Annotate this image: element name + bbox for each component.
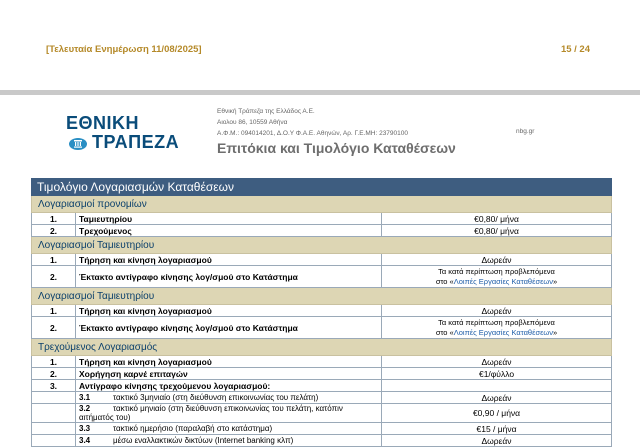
row-value: Δωρεάν [382, 435, 612, 447]
page-header [0, 44, 640, 58]
row-number: 1. [32, 254, 76, 266]
row-value: Δωρεάν [382, 356, 612, 368]
value-prefix: στο « [435, 276, 454, 286]
logo-line2: ΤΡΑΠΕΖΑ [92, 132, 180, 152]
table-row [32, 266, 612, 288]
value-line: Τα κατά περίπτωση προβλεπόμενα [438, 266, 555, 276]
section-heading-row [32, 196, 612, 213]
value-suffix: » [553, 276, 558, 286]
table-subrow [32, 404, 612, 423]
row-value [382, 317, 612, 339]
value-suffix: » [553, 327, 558, 337]
value-line [385, 277, 608, 287]
subrow-label: τακτικό 3μηνιαίο (στη διεύθυνση επικοινωνίας του πελάτη) [113, 393, 319, 402]
table-row [32, 317, 612, 339]
table-row [32, 213, 612, 225]
row-number: 1. [32, 356, 76, 368]
row-label: Έκτακτο αντίγραφο κίνησης λογ/σμού στο Κατάστημα [76, 317, 382, 339]
address-line: Εθνική Τράπεζα της Ελλάδος Α.Ε. [217, 108, 315, 115]
row-label: Τρεχούμενος [76, 225, 382, 237]
table-row [32, 380, 612, 392]
table-title: Τιμολόγιο Λογαριασμών Καταθέσεων [32, 179, 612, 196]
table-row [32, 305, 612, 317]
row-value: €15 / μήνα [382, 423, 612, 435]
row-label: Χορήγηση καρνέ επιταγών [76, 368, 382, 380]
row-spacer [32, 392, 76, 404]
subrow-number: 3.2 [79, 404, 91, 413]
table-subrow [32, 392, 612, 404]
last-updated-text: [Τελευταία Ενημέρωση 11/08/2025] [46, 44, 202, 55]
table-subrow [32, 435, 612, 447]
row-number: 1. [32, 305, 76, 317]
row-value: Δωρεάν [382, 254, 612, 266]
subrow-label: μέσω εναλλακτικών δικτύων (Internet banking κλπ) [113, 436, 294, 445]
website-link[interactable]: nbg.gr [516, 128, 535, 135]
row-spacer [32, 404, 76, 423]
row-number: 2. [32, 266, 76, 288]
section-heading-row [32, 339, 612, 356]
subrow-label: τακτικό ημερήσιο (παραλαβή στο κατάστημα) [113, 424, 273, 433]
row-number: 2. [32, 368, 76, 380]
row-value [382, 266, 612, 288]
value-prefix: στο « [435, 327, 454, 337]
row-spacer [32, 435, 76, 447]
row-spacer [32, 423, 76, 435]
row-label: Ταμιευτηρίου [76, 213, 382, 225]
section-heading-row [32, 288, 612, 305]
header-divider [0, 90, 640, 95]
address-line: Α.Φ.Μ.: 094014201, Δ.Ο.Υ Φ.Α.Ε. Αθηνών, Αρ. Γ.Ε.ΜΗ: 23790100 [217, 130, 409, 137]
subrow-number: 3.4 [79, 436, 91, 445]
section-heading: Τρεχούμενος Λογαριασμός [32, 339, 612, 356]
subrow-number: 3.1 [79, 393, 91, 402]
table-row [32, 356, 612, 368]
row-value: €0,90 / μήνα [382, 404, 612, 423]
page-number: 15 / 24 [560, 44, 590, 55]
row-label: Αντίγραφο κίνησης τρεχούμενου λογαριασμού: [76, 380, 382, 392]
row-value: €0,80/ μήνα [382, 213, 612, 225]
row-label: Έκτακτο αντίγραφο κίνησης λογ/σμού στο Κατάστημα [76, 266, 382, 288]
table-row [32, 225, 612, 237]
subrow-label-cell [76, 404, 382, 423]
nbg-logo [66, 113, 196, 155]
section-heading: Λογαριασμοί Ταμιευτηρίου [32, 237, 612, 254]
table-subrow [32, 423, 612, 435]
table-row [32, 254, 612, 266]
section-heading: Λογαριασμοί προνομίων [32, 196, 612, 213]
row-label: Τήρηση και κίνηση λογαριασμού [76, 254, 382, 266]
row-number: 2. [32, 317, 76, 339]
value-line: Τα κατά περίπτωση προβλεπόμενα [438, 317, 555, 327]
logo-line1: ΕΘΝΙΚΗ [66, 113, 140, 133]
row-value: Δωρεάν [382, 305, 612, 317]
subrow-number: 3.3 [79, 424, 91, 433]
row-number: 1. [32, 213, 76, 225]
row-label: Τήρηση και κίνηση λογαριασμού [76, 305, 382, 317]
row-value [382, 380, 612, 392]
document-title: Επιτόκια και Τιμολόγιο Καταθέσεων [217, 140, 456, 156]
row-number: 2. [32, 225, 76, 237]
section-heading-row [32, 237, 612, 254]
section-heading: Λογαριασμοί Ταμιευτηρίου [32, 288, 612, 305]
bank-address [217, 106, 408, 139]
row-value: €1/φύλλο [382, 368, 612, 380]
row-value: €0,80/ μήνα [382, 225, 612, 237]
other-deposit-services-link[interactable]: Λοιπές Εργασίες Καταθέσεων [453, 327, 554, 337]
subrow-label-cell [76, 423, 382, 435]
logo-emblem-icon [68, 137, 88, 151]
address-line: Αιολου 86, 10559 Αθήνα [217, 119, 288, 126]
other-deposit-services-link[interactable]: Λοιπές Εργασίες Καταθέσεων [453, 276, 554, 286]
table-title-row [32, 179, 612, 196]
row-number: 3. [32, 380, 76, 392]
row-value: Δωρεάν [382, 392, 612, 404]
pricing-table [31, 178, 612, 447]
subrow-label-cell [76, 435, 382, 447]
subrow-label: τακτικό μηνιαίο (στη διεύθυνση επικοινωνίας του πελάτη, κατόπιν αιτήματός του) [79, 404, 343, 422]
row-label: Τήρηση και κίνηση λογαριασμού [76, 356, 382, 368]
value-line [385, 328, 608, 338]
subrow-label-cell [76, 392, 382, 404]
table-row [32, 368, 612, 380]
